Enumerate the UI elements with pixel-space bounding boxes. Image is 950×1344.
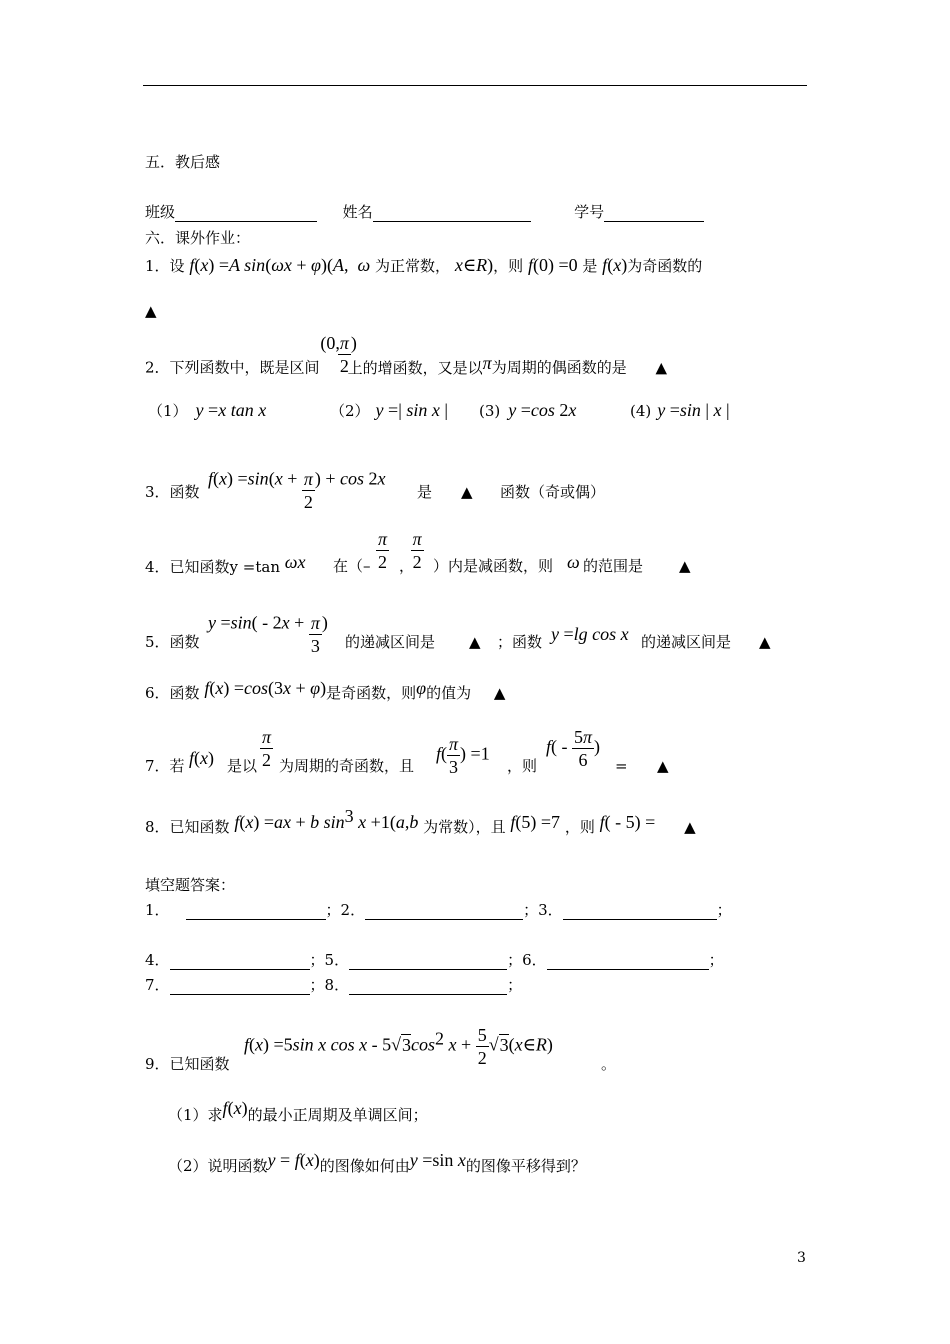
q7-target: f( - $\frac{5\pi}{6}$ ): [546, 727, 601, 770]
class-blank[interactable]: [175, 205, 317, 222]
q5-formula-2: y =lg cos x: [551, 624, 629, 644]
answers-row-2: 4． ；5． ；6． ；: [145, 951, 724, 969]
question-6: 6．函数 f(x) =cos(3x + φ)是奇函数，则φ的值为 ▲: [145, 678, 506, 702]
answer-blank-8[interactable]: [349, 978, 507, 995]
id-label: 学号: [574, 203, 605, 221]
answer-blank-3[interactable]: [563, 903, 717, 920]
q2-option-3: (3) y =cos 2x: [479, 400, 577, 420]
question-9: 9．已知函数 。: [145, 1055, 617, 1073]
answers-row-1: 1． ；2． ；3． ；: [145, 901, 732, 919]
answer-blank-7[interactable]: [170, 978, 310, 995]
section-6-heading: 六．课外作业：: [145, 229, 251, 247]
header-rule: [143, 85, 807, 86]
section-5-heading: 五．教后感: [145, 153, 221, 171]
q4-fractions: $\frac{\pi}{2}$ $\frac{\pi}{2}$: [378, 529, 422, 572]
class-label: 班级: [145, 203, 176, 221]
answer-blank-6[interactable]: [547, 953, 709, 970]
q9-part-2: （2）说明函数y = f(x)的图像如何由y =sin x的图像平移得到？: [168, 1150, 586, 1175]
question-5: 5．函数 的递减区间是 ▲ ；函数 y =lg cos x 的递减区间是 ▲: [145, 624, 771, 651]
answer-blank-1[interactable]: [186, 903, 326, 920]
q2-option-4: (4) y =sin | x |: [630, 400, 730, 420]
answer-blank-2[interactable]: [365, 903, 523, 920]
question-4: 4．已知函数y =tan ωx 在（– ， ）内是减函数，则 ω 的范围是 ▲: [145, 552, 691, 576]
question-2: 2．下列函数中，既是区间 (0, $\frac{\pi}{2}$ ) 上的增函数，又是以π为周期的偶函数的是 ▲: [145, 332, 668, 377]
q5-formula-1: y =sin( - 2x + $\frac{\pi}{3}$ ): [208, 612, 328, 656]
student-info-line: [145, 202, 704, 222]
name-label: 姓名: [342, 203, 373, 221]
q9-part-1: （1）求f(x)的最小正周期及单调区间；: [168, 1098, 428, 1124]
answer-blank-4[interactable]: [170, 953, 310, 970]
q2-option-2: （2） y =| sin x |: [330, 400, 448, 420]
q7-period-fraction: $\frac{\pi}{2}$: [262, 727, 272, 770]
answer-blank-5[interactable]: [349, 953, 507, 970]
id-blank[interactable]: [604, 205, 704, 222]
q1-number: 1．设: [145, 257, 185, 275]
q1-answer-marker: ▲: [145, 302, 157, 320]
q7-given: f( $\frac{\pi}{3}$ ) =1: [436, 734, 490, 777]
answers-heading: 填空题答案：: [145, 876, 236, 894]
question-3: 3．函数 是 ▲ 函数（奇或偶）: [145, 483, 606, 501]
q3-formula: f(x) =sin(x + $\frac{\pi}{2}$ ) + cos 2x: [208, 468, 386, 512]
q9-formula: f(x) =5sin x cos x - $5√3\cos^2$ x + $\frac{5}{2}$ √3(x∈R): [244, 1025, 553, 1068]
q2-option-1: （1） y =x tan x: [148, 400, 267, 420]
name-blank[interactable]: [373, 205, 531, 222]
question-1: 1．设 f(x) =A sin(ωx + φ)(A, ω 为正常数， x∈R)，则 f(0) =0 是 f(x)为奇函数的: [145, 255, 703, 275]
question-8: 8．已知函数 f(x) =ax + b $\sin^3 x +1(a,b$ 为常数），且 f(5) =7 ，则 f( - 5) = ▲: [145, 806, 696, 836]
page-number: 3: [797, 1250, 806, 1266]
q1-formula: f: [189, 255, 195, 275]
answers-row-3: 7． ；8． ；: [145, 976, 523, 994]
question-7: 7．若 f(x) 是以 为周期的奇函数，且 ，则 = ▲: [145, 748, 669, 775]
